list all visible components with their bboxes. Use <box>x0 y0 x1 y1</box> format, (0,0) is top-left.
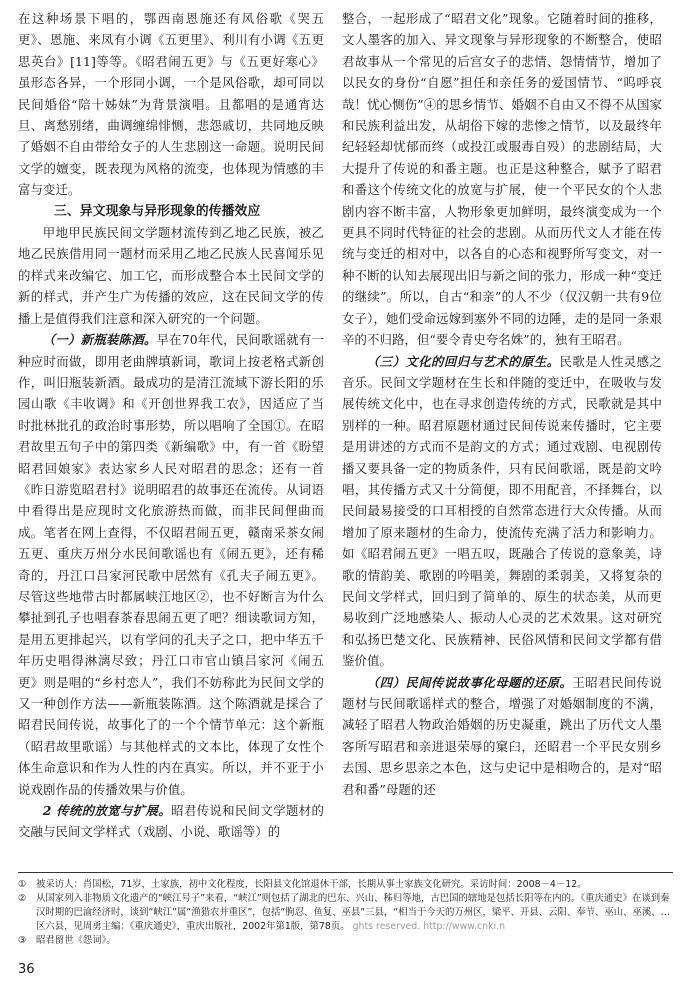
footnote-mark: ① <box>18 879 27 890</box>
right-paragraph-continuation: 整合，一起形成了“昭君文化”现象。它随着时间的推移，文人墨客的加入、异文现象与异形现象的不断整合，使昭君故事从一个常见的后宫女子的悲情、怨情情节，增加了以民女的身份“自愿”担任和亲任务的爱国情节、“呜呼哀哉！忧心恻伤”④的思乡情节、婚姻不自由又不得不从国家和民族利益出发，从胡俗下嫁的悲惨之情节，以及最终年纪轻轻却忧郁而终（或投江或服毒自殁）的悲剧结局，大大提升了传说的和番主题。也正是这种整合，赋予了昭君和番这个传统文化的放宽与扩展，使一个平民女的个人悲剧内容不断丰富，人物形象更加鲜明，最终演变成为一个更具不同时代特征的社会的悲剧。从而历代文人才能在传统与变迁的相对中，以各自的心态和视野所写变文，对一种不断的认知去展现出旧与新之间的张力，形成一种“变迁的继续”。所以，自古“和亲”的人不少（仅汉朝一共有9位女子），她们受命远嫁到塞外不同的边陲，走的是同一条艰辛的不归路，但“要令青史夸名姝”的，独有王昭君。 <box>342 11 662 348</box>
left-paragraph-continuation: 在这种场景下唱的，鄂西南恩施还有风俗歌《哭五更》、恩施、来凤有小调《五更里》、利川有小调《五更思英台》[11]等等。《昭君闹五更》与《五更好寒心》虽形态各异，一个形同小调，一个是风俗歌，却可同以民间婚俗“陪十姊妹”为背景演唱。且都唱的是通宵达旦、离愁别绪，曲调缠绵悱恻，悲怨戚切，共同地反映了婚姻不自由带给女子的人生悲剧这一命题。说明民间文学的嬗变，既表现为风格的流变，也体现为情感的丰富与变迁。 <box>18 11 324 198</box>
page-number: 36 <box>18 962 35 977</box>
subsection-heading-2: 2 传统的放宽与扩展。 <box>42 803 172 819</box>
section-heading: 三、异文现象与异形现象的传播效应 <box>54 203 261 219</box>
left-paragraph-1: 甲地甲民族民间文学题材流传到乙地乙民族，被乙地乙民族借用同一题材而采用乙地乙民族人民喜闻乐见的样式来改编它、加工它，而形成整合本土民间文学的新的样式，并产生广为传播的效应，这在民间文学的传播上是值得我们注意和深入研究的一个问题。 <box>18 225 324 326</box>
subsection-heading-3: （三）文化的回归与艺术的原生。 <box>366 353 560 369</box>
right-column <box>342 8 662 800</box>
footnote <box>18 878 678 892</box>
subsection-heading-4: （四）民间传说故事化母题的还原。 <box>366 674 573 690</box>
footnote <box>18 892 678 934</box>
right-paragraph-1 <box>342 351 662 672</box>
left-paragraph-2 <box>18 329 324 800</box>
footnote-mark: ② <box>18 893 27 904</box>
footnote-text <box>36 892 678 934</box>
footnote-mark: ③ <box>18 935 27 946</box>
footnote-divider <box>18 872 673 873</box>
footnotes <box>18 878 678 948</box>
footnote-text-body: 从国家列入非物质文化遗产的“峡江号子”来看，“峡江”则包括了湖北的巴东、兴山、秭归等地，古巴国的辖地是包括长阳等在内的。《重庆通史》在谈到秦汉时期的巴渝经济时，谈到“峡江”属“渔猎农并重区”，包括“朐忍、鱼复、巫县”三县，“相当于今天的万州区，梁平、开县、云阳、奉节、巫山、巫溪、…区六县，见周勇主编：《重庆通史》，重庆出版社，2002年第1版，第78页。 <box>36 893 671 932</box>
right-paragraph-1-body: 民歌是人性灵感之音乐。民间文学题材在生长和伴随的变迁中，在吸收与发展传统文化中，也在寻求创造传统的方式，民歌就是其中别样的一种。昭君原题材通过民间传说来传播时，它主要是用讲述的方式而不是韵文的方式；通过戏剧、电视剧传播又要具备一定的物质条件，只有民间歌谣，既是韵文吟唱，其传播方式又十分简便，即不用配音，不择舞台，以民间最易接受的口耳相授的自然常态进行大众传播。从而增加了原来题材的生命力，使流传充满了活力和影响力。如《昭君闹五更》一唱五叹，既融合了传说的意象美，诗歌的情韵美、歌剧的吟唱美，舞剧的柔弱美，又将复杂的民间文学样式，回归到了简单的、原生的状态美，从而更易收到广泛地感染人、振动人心灵的艺术效果。这对研究和弘扬巴楚文化、民族精神、民俗风情和民间文学都有借鉴价值。 <box>342 353 662 669</box>
left-paragraph-2-body: 早在70年代，民间歌谣就有一种应时而做，即用老曲牌填新词，歌词上按老格式新创作，叫旧瓶装新酒。最成功的是清江流域下游长阳的乐园山歌《丰收调》和《开创世界我工农》，因适应了当时批林批孔的政治时事形势，所以唱响了全国①。在昭君故里五句子中的第四类《新编歌》中，有一首《盼望昭君回娘家》表达家乡人民对昭君的思念；还有一首《昨日游览昭君村》说明昭君的故事还在流传。从词语中看得出是应现时文化旅游热而做，而非民间俚曲而成。笔者在网上查得，不仅昭君闹五更，赣南采茶女闹五更、重庆万州分水民间歌谣也有《闹五更》，还有稀奇的，丹江口吕家河民歌中居然有《孔夫子闹五更》。尽管这些地带古时都属峡江地区②，也不好断言为什么攀扯到孔子也唱春茶春思闹五更了吧？细读歌词方知，是用五更排起兴，以有学问的孔夫子之口，把中华五千年历史唱得淋漓尽致；丹江口市官山镇吕家河《闹五更》则是唱的“乡村恋人”，我们不妨称此为民间文学的又一种创作方法——新瓶装陈酒。这个陈酒就是採合了昭君民间传说，故事化了的一个个情节单元：这个新瓶（昭君故里歌谣）与其他样式的文本比，体现了女性个体生命意识和作为人性的内在真实。所以，并不亚于小说戏剧作品的传播效果与价值。 <box>18 332 324 797</box>
right-paragraph-2-body: 王昭君民间传说题材与民间歌谣样式的整合，增强了对婚姻制度的不满，减轻了昭君人物政治婚姻的历史凝重，跳出了历代文人墨客所写昭君和亲进退荣辱的窠臼，还昭君一个平民女别乡去国、思乡思亲之本色，这与史记中是相吻合的，是对“昭君和番”母题的还 <box>342 674 662 797</box>
right-paragraph-2 <box>342 672 662 800</box>
left-paragraph-3-body: 昭君传说和民间文学题材的交融与民间文学样式（戏剧、小说、歌谣等）的 <box>18 803 324 840</box>
left-column <box>18 8 324 843</box>
footnote-text: 被采访人：肖国松，71岁，土家族，初中文化程度，长阳县文化馆退休干部，长期从事土家族文化研究。采访时间：2008－4－12。 <box>36 879 587 890</box>
footnote <box>18 934 678 948</box>
footnote-text: 昭君留世《怨词》。 <box>36 935 116 946</box>
subsection-heading-1: （一）新瓶装陈酒。 <box>42 332 157 348</box>
left-paragraph-3 <box>18 800 324 843</box>
watermark: ghts reserved. http://www.cnki.n <box>352 921 506 932</box>
